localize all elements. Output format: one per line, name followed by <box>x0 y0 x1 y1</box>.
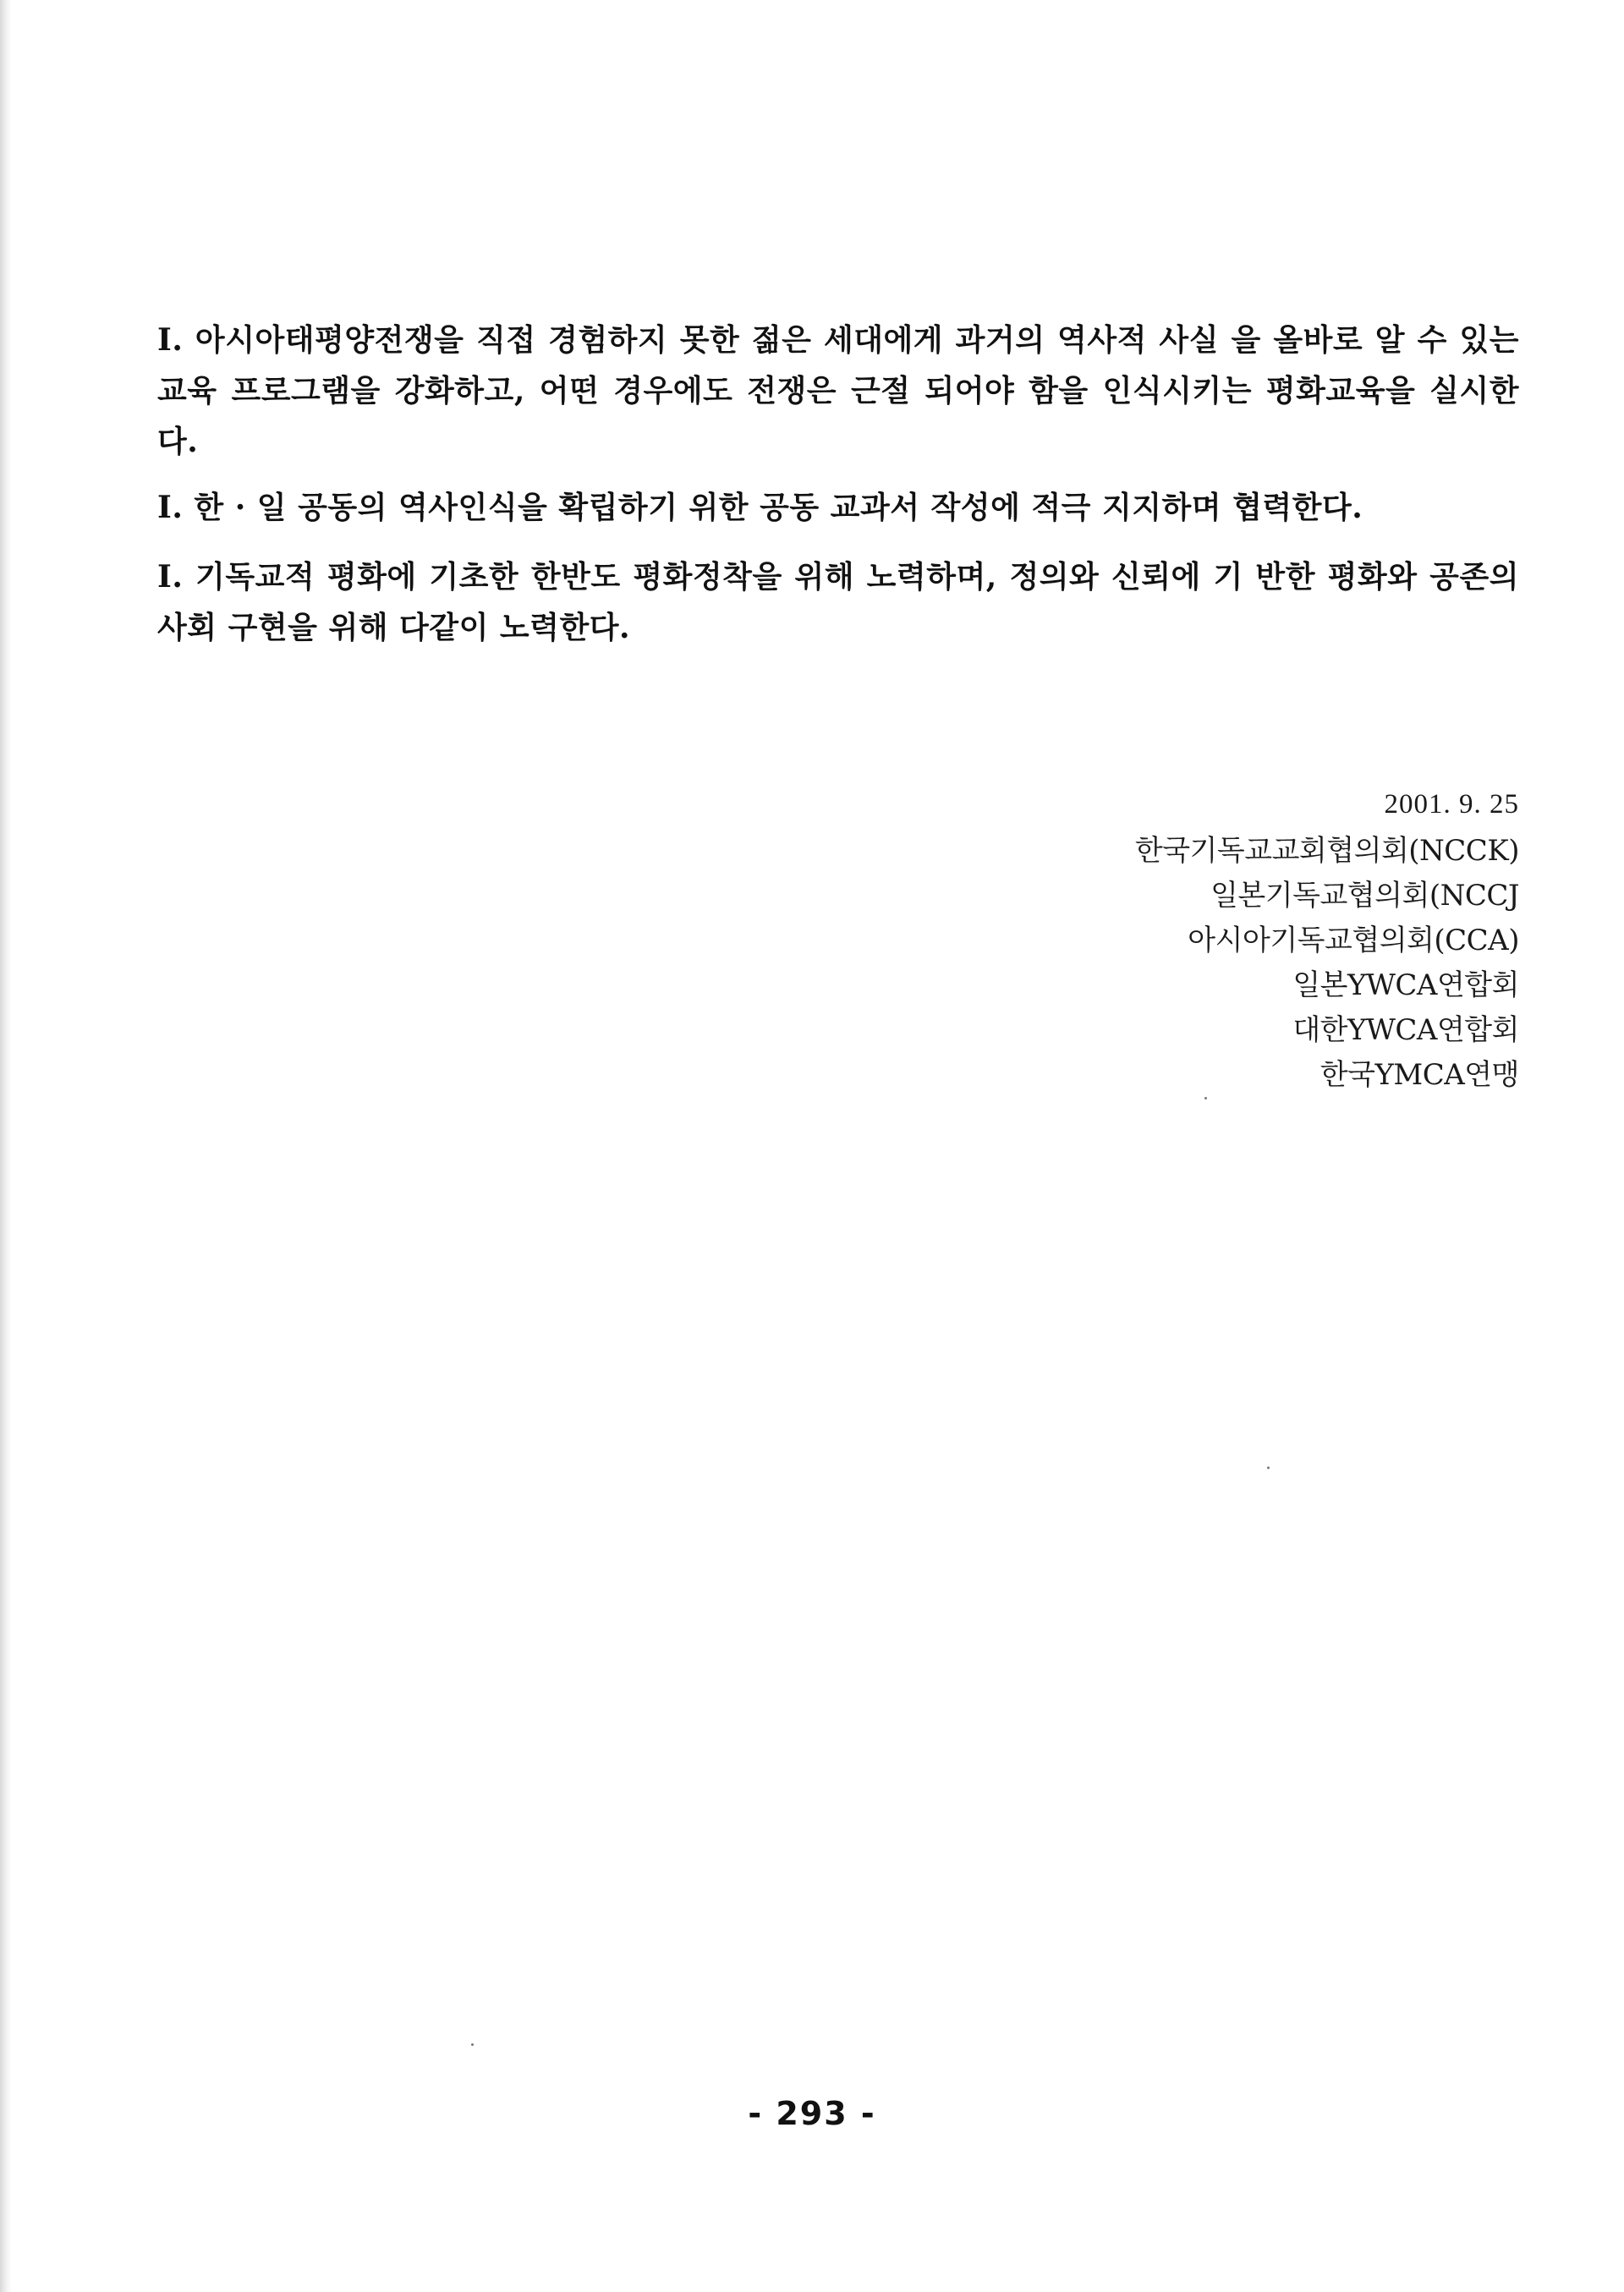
resolution-item: I. 아시아태평양전쟁을 직접 경험하지 못한 젊은 세대에게 과거의 역사적 사실 을 올바로 알 수 있는 교육 프로그램을 강화하고, 어떤 경우에도 전쟁은 근절 되어야 함을 인식시키는 평화교육을 실시한다. <box>157 322 1519 459</box>
signatory-organization: 일본기독교협의회(NCCJ <box>1210 879 1519 913</box>
signatory-organization: 아시아기독교협의회(CCA) <box>1188 924 1519 957</box>
scan-speck <box>471 2043 474 2046</box>
scan-speck <box>1204 1097 1207 1099</box>
resolution-list <box>157 315 1519 666</box>
scan-edge <box>0 0 12 2292</box>
signature-date: 2001. 9. 25 <box>1384 789 1519 820</box>
scan-speck <box>1267 1467 1270 1469</box>
signatory-organization: 대한YWCA연합회 <box>1292 1013 1519 1047</box>
signatory-organization: 한국기독교교회협의회(NCCK) <box>1134 834 1519 868</box>
signatory-organization: 한국YMCA연맹 <box>1320 1058 1519 1092</box>
page-number: - 293 - <box>748 2095 876 2132</box>
signatory-organization: 일본YWCA연합회 <box>1292 968 1519 1002</box>
signature-block <box>1135 782 1519 1098</box>
resolution-item: I. 기독교적 평화에 기초한 한반도 평화정착을 위해 노력하며, 정의와 신뢰에 기 반한 평화와 공존의 사회 구현을 위해 다같이 노력한다. <box>157 559 1519 645</box>
resolution-item: I. 한 · 일 공동의 역사인식을 확립하기 위한 공동 교과서 작성에 적극 지지하며 협력한다. <box>157 490 1363 525</box>
